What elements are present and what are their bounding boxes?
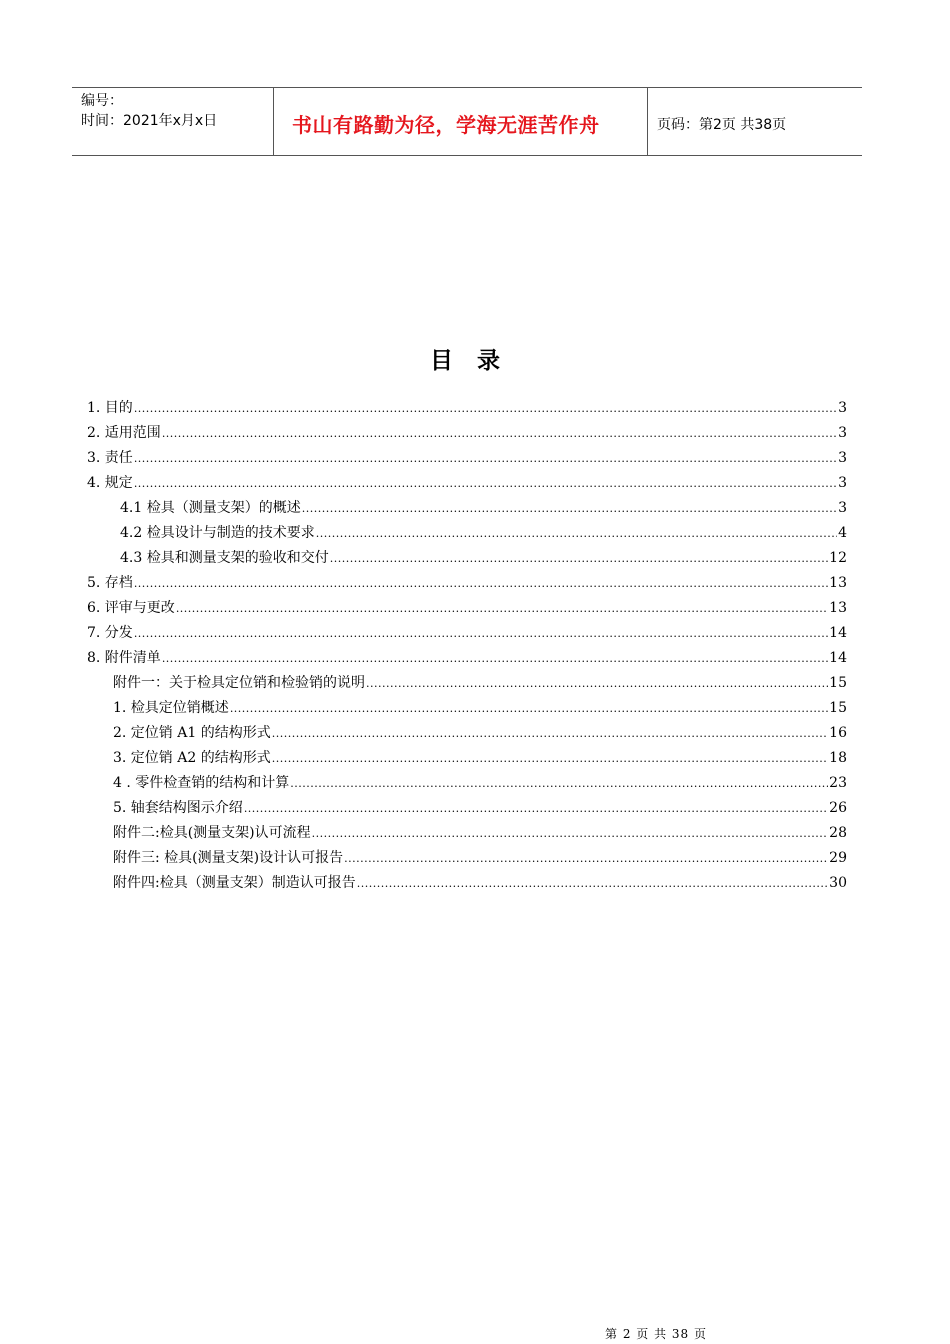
toc-entry-page: 14: [829, 625, 847, 641]
toc-leader-dots: [302, 502, 837, 515]
toc-entry-label: 附件一：关于检具定位销和检验销的说明: [113, 675, 365, 691]
toc-leader-dots: [357, 877, 828, 890]
toc-entry-page: 12: [829, 550, 847, 566]
toc-entry[interactable]: [120, 522, 847, 544]
toc-leader-dots: [366, 677, 828, 690]
toc-entry[interactable]: [113, 672, 847, 694]
header-divider: [647, 88, 648, 155]
toc-leader-dots: [272, 727, 828, 740]
toc-entry-label: 3. 定位销 A2 的结构形式: [113, 750, 271, 766]
toc-entry[interactable]: [120, 497, 847, 519]
header-bottom-rule: [72, 155, 862, 156]
header-number-label: 编号：: [81, 93, 123, 109]
toc-entry[interactable]: [87, 622, 847, 644]
toc-leader-dots: [162, 427, 837, 440]
toc-leader-dots: [176, 602, 828, 615]
toc-leader-dots: [134, 577, 828, 590]
toc-leader-dots: [344, 852, 828, 865]
toc-entry-page: 3: [838, 475, 847, 491]
toc-entry-label: 5. 存档: [87, 575, 133, 591]
toc-entry[interactable]: [113, 797, 847, 819]
toc-entry[interactable]: [113, 722, 847, 744]
toc-entry-label: 附件三: 检具(测量支架)设计认可报告: [113, 850, 344, 866]
toc-entry-label: 3. 责任: [87, 450, 133, 466]
toc-entry[interactable]: [87, 472, 847, 494]
toc-leader-dots: [330, 552, 828, 565]
toc-entry[interactable]: [113, 872, 847, 894]
toc-entry[interactable]: [87, 572, 847, 594]
toc-entry[interactable]: [113, 697, 847, 719]
toc-entry-page: 28: [829, 825, 847, 841]
toc-leader-dots: [162, 652, 828, 665]
toc-entry-page: 15: [829, 700, 847, 716]
toc-entry-label: 附件二:检具(测量支架)认可流程: [113, 825, 311, 841]
toc-entry[interactable]: [113, 847, 847, 869]
toc-entry-label: 4 . 零件检查销的结构和计算: [113, 775, 290, 791]
toc-leader-dots: [134, 452, 837, 465]
toc-entry-page: 16: [829, 725, 847, 741]
toc-entry-page: 23: [829, 775, 847, 791]
header-top-rule: [72, 87, 862, 88]
toc-leader-dots: [244, 802, 828, 815]
toc-entry[interactable]: [87, 447, 847, 469]
toc-leader-dots: [316, 527, 837, 540]
toc-entry-page: 3: [838, 500, 847, 516]
toc-entry-label: 2. 适用范围: [87, 425, 161, 441]
header-time-label: 时间：2021年x月x日: [81, 113, 218, 129]
toc-entry-page: 3: [838, 400, 847, 416]
header-motto: 书山有路勤为径，学海无涯苦作舟: [292, 113, 600, 137]
toc-leader-dots: [230, 702, 828, 715]
toc-entry[interactable]: [120, 547, 847, 569]
toc-entry-page: 4: [838, 525, 847, 541]
toc-entry-label: 8. 附件清单: [87, 650, 161, 666]
toc-entry-page: 13: [829, 600, 847, 616]
toc-entry-label: 1. 目的: [87, 400, 133, 416]
toc-entry-page: 29: [829, 850, 847, 866]
toc-entry[interactable]: [87, 397, 847, 419]
toc-leader-dots: [290, 777, 828, 790]
toc-entry-page: 15: [829, 675, 847, 691]
toc-entry-page: 14: [829, 650, 847, 666]
toc-entry[interactable]: [113, 747, 847, 769]
toc-leader-dots: [312, 827, 829, 840]
toc-entry-page: 18: [829, 750, 847, 766]
toc-leader-dots: [134, 627, 828, 640]
toc-leader-dots: [134, 477, 837, 490]
toc-entry[interactable]: [113, 772, 847, 794]
toc-entry-page: 13: [829, 575, 847, 591]
header-page-label: 页码：第2页 共38页: [657, 117, 787, 133]
toc-entry-page: 3: [838, 450, 847, 466]
toc-leader-dots: [272, 752, 828, 765]
header-divider: [273, 88, 274, 155]
toc-entry-page: 30: [829, 875, 847, 891]
toc-entry-page: 26: [829, 800, 847, 816]
toc-entry-label: 1. 检具定位销概述: [113, 700, 229, 716]
toc-entry-label: 4.1 检具（测量支架）的概述: [120, 500, 301, 516]
toc-entry-label: 4.2 检具设计与制造的技术要求: [120, 525, 315, 541]
toc-entry-label: 2. 定位销 A1 的结构形式: [113, 725, 271, 741]
toc-entry-label: 4. 规定: [87, 475, 133, 491]
toc-entry[interactable]: [87, 422, 847, 444]
toc-entry-label: 5. 轴套结构图示介绍: [113, 800, 243, 816]
page-footer: 第 2 页 共 38 页: [605, 1327, 707, 1341]
toc-entry-label: 4.3 检具和测量支架的验收和交付: [120, 550, 329, 566]
toc-entry-label: 7. 分发: [87, 625, 133, 641]
toc-leader-dots: [134, 402, 837, 415]
toc-entry[interactable]: [113, 822, 847, 844]
toc-entry-page: 3: [838, 425, 847, 441]
toc-title: 目 录: [429, 348, 508, 374]
toc-entry[interactable]: [87, 647, 847, 669]
toc-entry-label: 附件四:检具（测量支架）制造认可报告: [113, 875, 356, 891]
toc-entry-label: 6. 评审与更改: [87, 600, 175, 616]
toc-entry[interactable]: [87, 597, 847, 619]
